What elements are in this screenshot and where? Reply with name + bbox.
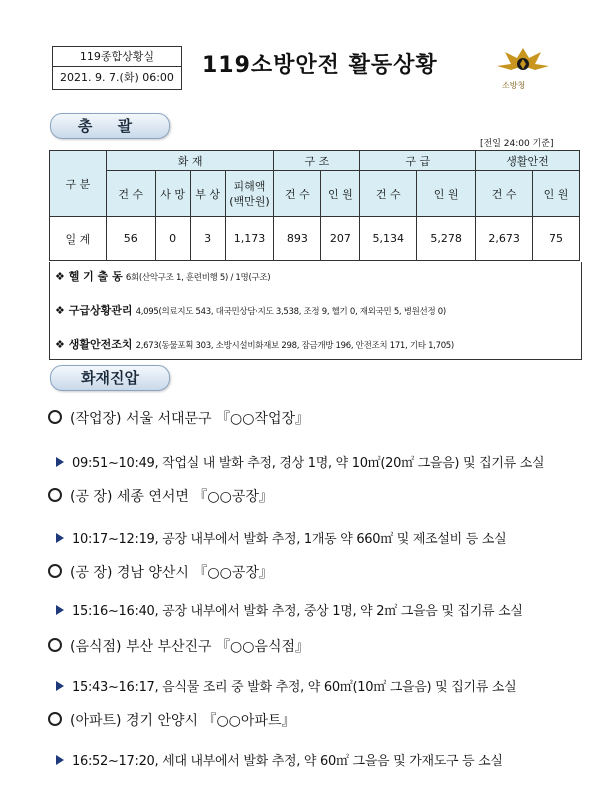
table-cell: 207 xyxy=(321,217,360,261)
incident-heading: (공 장) 세종 연서면 『○○공장』 xyxy=(48,486,273,506)
summary-line-helicopter: ❖ 헬 기 출 동 6회(산악구조 1, 훈련비행 5) / 1명(구조) xyxy=(55,270,271,283)
report-date: 2021. 9. 7.(화) 06:00 xyxy=(52,66,182,90)
group-rescue: 구 조 xyxy=(274,151,360,171)
summary-line-ems: ❖ 구급상황관리 4,095(의료지도 543, 대국민상담·지도 3,538, 조정 9, 헬기 0, 재외국민 5, 병원선정 0) xyxy=(55,304,446,317)
incident-heading: (아파트) 경기 안양시 『○○아파트』 xyxy=(48,710,295,730)
table-cell: 893 xyxy=(274,217,321,261)
circle-bullet-icon xyxy=(48,564,62,578)
logo-text: 소방청 xyxy=(502,81,526,90)
table-cell: 1,173 xyxy=(225,217,274,261)
section-fire-title: 화재진압 xyxy=(50,365,170,391)
table-cell: 5,278 xyxy=(417,217,476,261)
summary-label: 구급상황관리 xyxy=(68,304,133,317)
circle-bullet-icon xyxy=(48,712,62,726)
table-cell: 75 xyxy=(533,217,580,261)
incident-detail: 09:51~10:49, 작업실 내 발화 추정, 경상 1명, 약 10㎡(20㎡ 그을음) 및 집기류 소실 xyxy=(56,452,544,471)
incident-detail: 15:43~16:17, 음식물 조리 중 발화 추정, 약 60㎡(10㎡ 그을음) 및 집기류 소실 xyxy=(56,676,516,695)
statistics-table xyxy=(49,150,580,261)
incident-detail: 16:52~17:20, 세대 내부에서 발화 추정, 약 60㎡ 그을음 및 가재도구 등 소실 xyxy=(56,750,503,769)
group-safety: 생활안전 xyxy=(476,151,580,171)
summary-line-safety: ❖ 생활안전조치 2,673(동물포획 303, 소방시설비화재보 298, 잠금개방 196, 안전조치 171, 기타 1,705) xyxy=(55,338,454,351)
incident-heading: (공 장) 경남 양산시 『○○공장』 xyxy=(48,562,273,582)
group-fire: 화 재 xyxy=(106,151,274,171)
circle-bullet-icon xyxy=(48,410,62,424)
incident-detail: 10:17~12:19, 공장 내부에서 발화 추정, 1개동 약 660㎡ 및 제조설비 등 소실 xyxy=(56,528,506,547)
incident-detail: 15:16~16:40, 공장 내부에서 발화 추정, 중상 1명, 약 2㎡ 그을음 및 집기류 소실 xyxy=(56,600,523,619)
triangle-bullet-icon xyxy=(56,457,64,467)
col-header: 인 원 xyxy=(533,171,580,217)
summary-text: 6회(산악구조 1, 훈련비행 5) / 1명(구조) xyxy=(125,273,271,283)
circle-bullet-icon xyxy=(48,488,62,502)
row-header: 구 분 xyxy=(50,151,107,217)
triangle-bullet-icon xyxy=(56,605,64,615)
circle-bullet-icon xyxy=(48,638,62,652)
summary-label: 헬 기 출 동 xyxy=(68,270,123,283)
table-cell: 5,134 xyxy=(360,217,417,261)
col-header: 건 수 xyxy=(476,171,533,217)
page-title: 119소방안전 활동상황 xyxy=(202,53,438,78)
table-cell: 56 xyxy=(106,217,155,261)
incident-heading: (음식점) 부산 부산진구 『○○음식점』 xyxy=(48,636,309,656)
group-ems: 구 급 xyxy=(360,151,476,171)
col-header: 인 원 xyxy=(321,171,360,217)
col-header: 건 수 xyxy=(360,171,417,217)
col-header: 부 상 xyxy=(190,171,225,217)
department-label: 119종합상황실 xyxy=(52,46,182,67)
row-label: 일 계 xyxy=(50,217,107,261)
col-header: 건 수 xyxy=(106,171,155,217)
summary-label: 생활안전조치 xyxy=(68,338,133,351)
col-header: 인 원 xyxy=(417,171,476,217)
summary-text: 2,673(동물포획 303, 소방시설비화재보 298, 잠금개방 196, 안전조치 171, 기타 1,705) xyxy=(135,341,454,351)
basis-time: [전일 24:00 기준] xyxy=(480,139,554,149)
col-header: 피해액 (백만원) xyxy=(225,171,274,217)
triangle-bullet-icon xyxy=(56,755,64,765)
col-header: 사 망 xyxy=(155,171,190,217)
incident-heading: (작업장) 서울 서대문구 『○○작업장』 xyxy=(48,408,309,428)
table-cell: 3 xyxy=(190,217,225,261)
table-cell: 0 xyxy=(155,217,190,261)
triangle-bullet-icon xyxy=(56,533,64,543)
section-summary-title: 총 괄 xyxy=(50,113,170,139)
col-header: 건 수 xyxy=(274,171,321,217)
triangle-bullet-icon xyxy=(56,681,64,691)
table-cell: 2,673 xyxy=(476,217,533,261)
summary-text: 4,095(의료지도 543, 대국민상담·지도 3,538, 조정 9, 헬기 0, 재외국민 5, 병원선정 0) xyxy=(135,307,446,317)
